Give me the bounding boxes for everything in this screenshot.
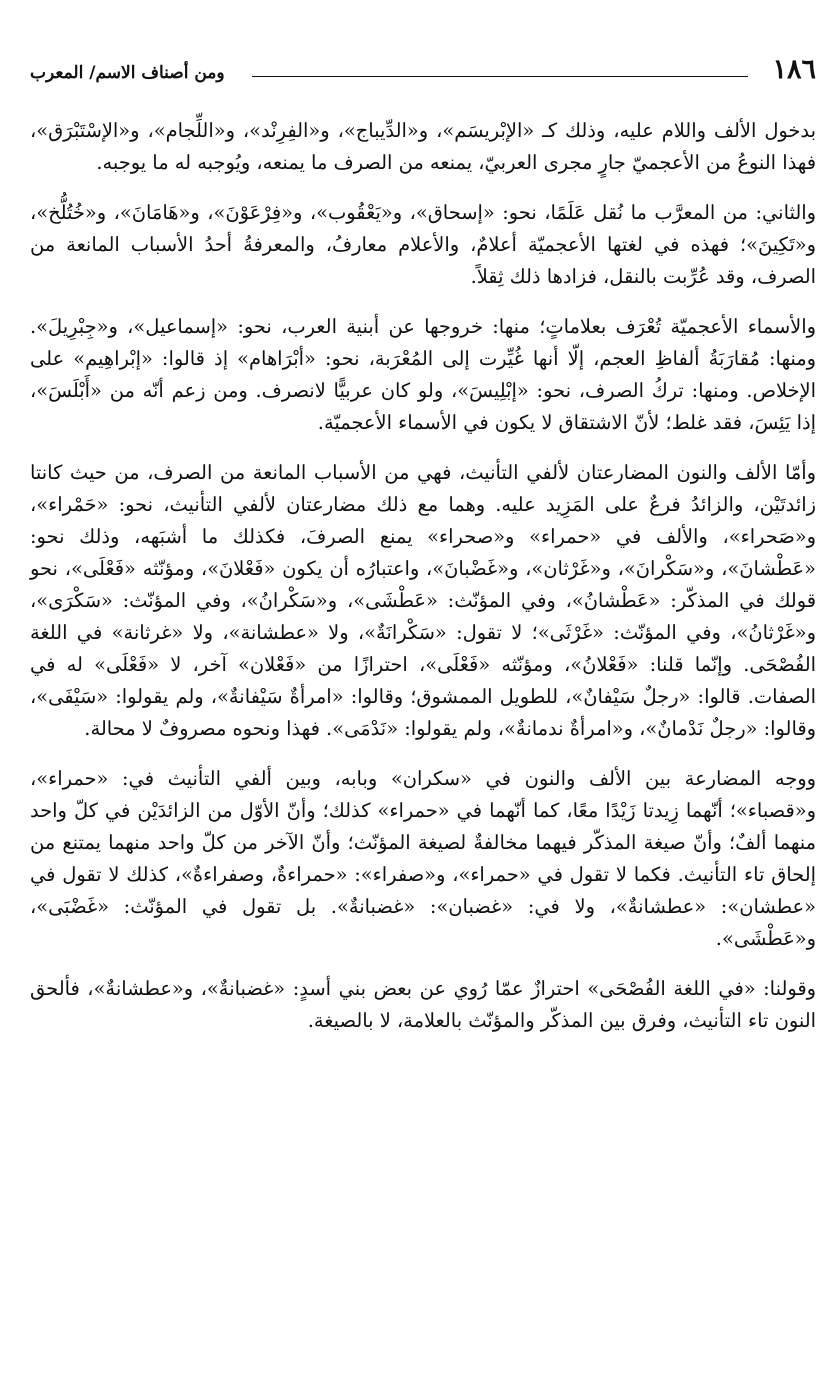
paragraph-3: والأسماء الأعجميّة تُعْرَف بعلاماتٍ؛ منها: خروجها عن أبنية العرب، نحو: «إسماعيل»، و«جِبْرِيلَ». ومنها: مُقارَبَةُ ألفاظِ العجم، إلّا أنها غُيِّرت إلى المُعْرَبة، نحو: «أبْرَاهام» إذ قالوا: «إبْراهِيم» على الإخلاص. ومنها: تركُ الصرف، نحو: «إبْلِيسَ»، ولو كان عربيًّا لانصرف. ومن زعم أنّه من «أَبْلَسَ»، إذا يَئِسَ، فقد غلط؛ لأنّ الاشتقاق لا يكون في الأسماء الأعجميّة.	[30, 315, 816, 434]
book-page	[30, 0, 816, 1375]
body-text	[30, 115, 816, 1055]
page-number: ١٨٦	[772, 54, 816, 85]
paragraph-6: وقولنا: «في اللغة الفُصْحَى» احترازٌ عمّا رُوي عن بعض بني أسدٍ: «غضبانةٌ»، و«عطشانةٌ»، فألحق النون تاء التأنيث، وفرق بين المذكّر والمؤنّث بالعلامة، لا بالصيغة.	[30, 977, 816, 1032]
chapter-title: ومن أصناف الاسم/ المعرب	[30, 63, 225, 83]
paragraph-4: وأمّا الألف والنون المضارعتان لألفي التأنيث، فهي من الأسباب المانعة من الصرف، من حيث كانتا زائدتَيْن، والزائدُ فرعٌ على المَزِيد عليه. وهما مع ذلك مضارعتان لألفي التأنيث، نحو: «حَمْراء»، و«صَحراء»، والألف في «حمراء» و«صحراء» يمنع الصرفَ، فكذلك ما أشبَهه، وذلك نحو: «عَطْشانَ»، و«سَكْرانَ»، و«غَرْثان»، و«غَضْبانَ»، واعتبارُه أن يكون «فَعْلانَ»، ومؤنّثه «فَعْلَى»، نحو قولك في المذكّر: «عَطْشانُ»، وفي المؤنّث: «عَطْشَى»، و«سَكْرانُ»، وفي المؤنّث: «سَكْرَى»، و«غَرْثانُ»، وفي المؤنّث: «غَرْثَى»؛ لا تقول: «سَكْرانَةٌ»، ولا «عطشانة»، ولا «غرثانة» في اللغة الفُصْحَى. وإنّما قلنا: «فَعْلانُ»، ومؤنّثه «فَعْلَى»، احترازًا من «فَعْلان» آخر، لا «فَعْلَى» له في الصفات. قالوا: «رجلٌ سَيْفانٌ»، للطويل الممشوق؛ وقالوا: «امرأةٌ سَيْفانةٌ»، ولم يقولوا: «سَيْفَى»، وقالوا: «رجلٌ نَدْمانٌ»، و«امرأةٌ ندمانةٌ»، ولم يقولوا: «نَدْمَى». فهذا ونحوه مصروفٌ لا محالة.	[30, 461, 816, 740]
header-rule	[252, 76, 748, 77]
paragraph-2: والثاني: من المعرَّب ما نُقل عَلَمًا، نحو: «إسحاق»، و«يَعْقُوب»، و«فِرْعَوْنَ»، و«هَامَانَ»، و«خُتُلُّخ»، و«تَكِينَ»؛ فهذه في لغتها الأعجميّة أعلامٌ، والأعلام معارفُ، والمعرفةُ أحدُ الأسباب المانعة من الصرف، وقد عُرِّبت بالنقل، فزادها ذلك ثِقلاً.	[30, 201, 816, 288]
paragraph-1: بدخول الألف واللام عليه، وذلك كـ «الإبْريسَم»، و«الدِّيباج»، و«الفِرِنْد»، و«اللِّجام»، و«الإسْتَبْرَق»، فهذا النوعُ من الأعجميّ جارٍ مجرى العربيّ، يمنعه من الصرف ما يمنعه، ويُوجبه له ما يوجبه.	[30, 119, 816, 174]
running-header	[30, 50, 816, 90]
paragraph-5: ووجه المضارعة بين الألف والنون في «سكران» وبابه، وبين ألفي التأنيث في: «حمراء»، و«قصباء»؛ أنّهما زِيدتا زَيْدًا معًا، كما أنّهما في «حمراء» كذلك؛ وأنّ الأوّل من الزائدَيْن في كلّ واحد منهما ألفٌ؛ وأنّ صيغة المذكّر فيهما مخالفةٌ لصيغة المؤنّث؛ وأنّ الآخر من كلّ واحد منهما يمتنع من إلحاق تاء التأنيث. فكما لا تقول في «حمراء»، و«صفراء»: «حمراءةٌ، وصفراءةٌ»، كذلك لا تقول في «عطشان»: «عطشانةٌ»، ولا في: «غضبان»: «غضبانةٌ». بل تقول في المؤنّث: «غَضْبَى»، و«عَطْشَى».	[30, 767, 816, 950]
